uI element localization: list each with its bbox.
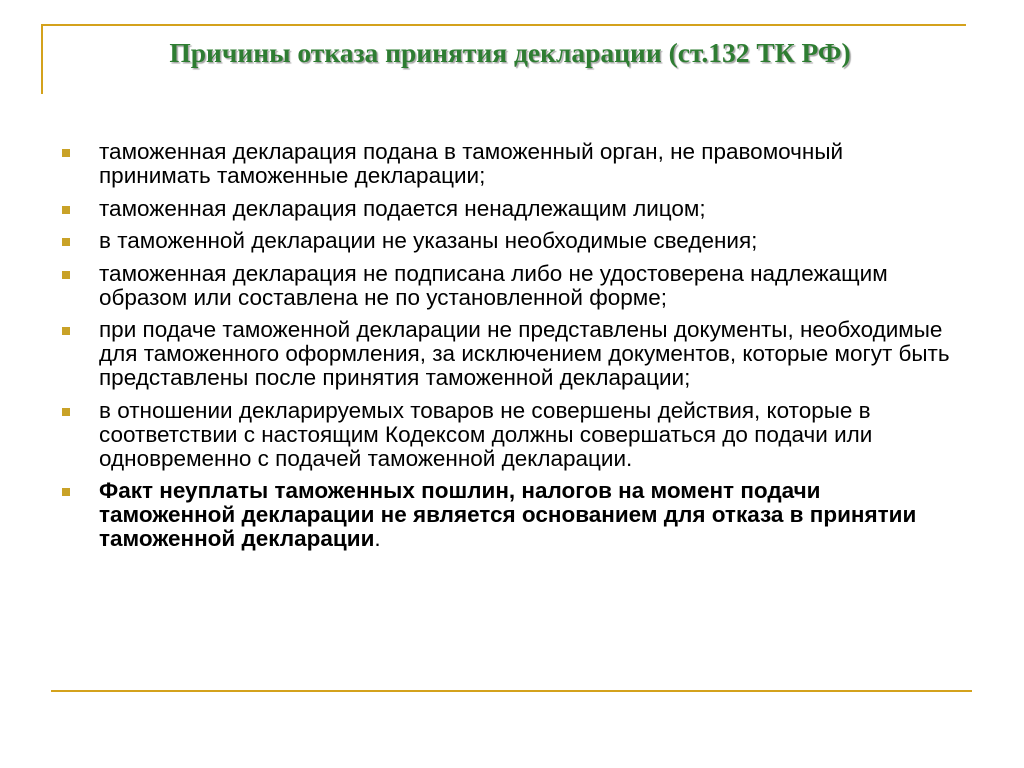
bullet-item	[59, 399, 959, 471]
bullet-item	[59, 140, 959, 188]
bottom-divider	[51, 690, 972, 692]
bullet-text: таможенная декларация не подписана либо не удостоверена надлежащим образом или составлена не по установленной форме;	[99, 260, 888, 310]
bullet-item-emphasis	[59, 479, 959, 551]
left-border-line	[41, 24, 43, 94]
bullet-item	[59, 318, 959, 390]
bullet-list	[59, 140, 959, 560]
square-bullet-icon	[62, 238, 70, 246]
emphasis-suffix: .	[374, 526, 381, 551]
bullet-text: в отношении декларируемых товаров не совершены действия, которые в соответствии с настоящим Кодексом должны совершаться до подачи или одновременно с подачей таможенной декларации.	[99, 397, 873, 471]
bullet-item	[59, 262, 959, 310]
square-bullet-icon	[62, 327, 70, 335]
slide-title: Причины отказа принятия декларации (ст.132 ТК РФ)	[169, 37, 851, 68]
bullet-text-emphasis	[99, 479, 959, 551]
square-bullet-icon	[62, 271, 70, 279]
bullet-text: таможенная декларация подается ненадлежащим лицом;	[99, 195, 706, 221]
square-bullet-icon	[62, 408, 70, 416]
bullet-item	[59, 229, 959, 253]
square-bullet-icon	[62, 149, 70, 157]
emphasis-text: Факт неуплаты таможенных пошлин, налогов на момент подачи таможенной декларации не является основанием для отказа в принятии таможенной декларации	[99, 478, 917, 551]
bullet-text: в таможенной декларации не указаны необходимые сведения;	[99, 228, 758, 253]
bullet-text: при подаче таможенной декларации не представлены документы, необходимые для таможенного оформления, за исключением документов, которые могут быть представлены после принятия таможенной декларации;	[99, 317, 950, 390]
bullet-text: таможенная декларация подана в таможенный орган, не правомочный принимать таможенные декларации;	[99, 139, 844, 188]
square-bullet-icon	[62, 206, 70, 214]
bullet-item	[59, 197, 959, 221]
square-bullet-icon	[62, 488, 70, 496]
top-border-line	[41, 24, 966, 26]
